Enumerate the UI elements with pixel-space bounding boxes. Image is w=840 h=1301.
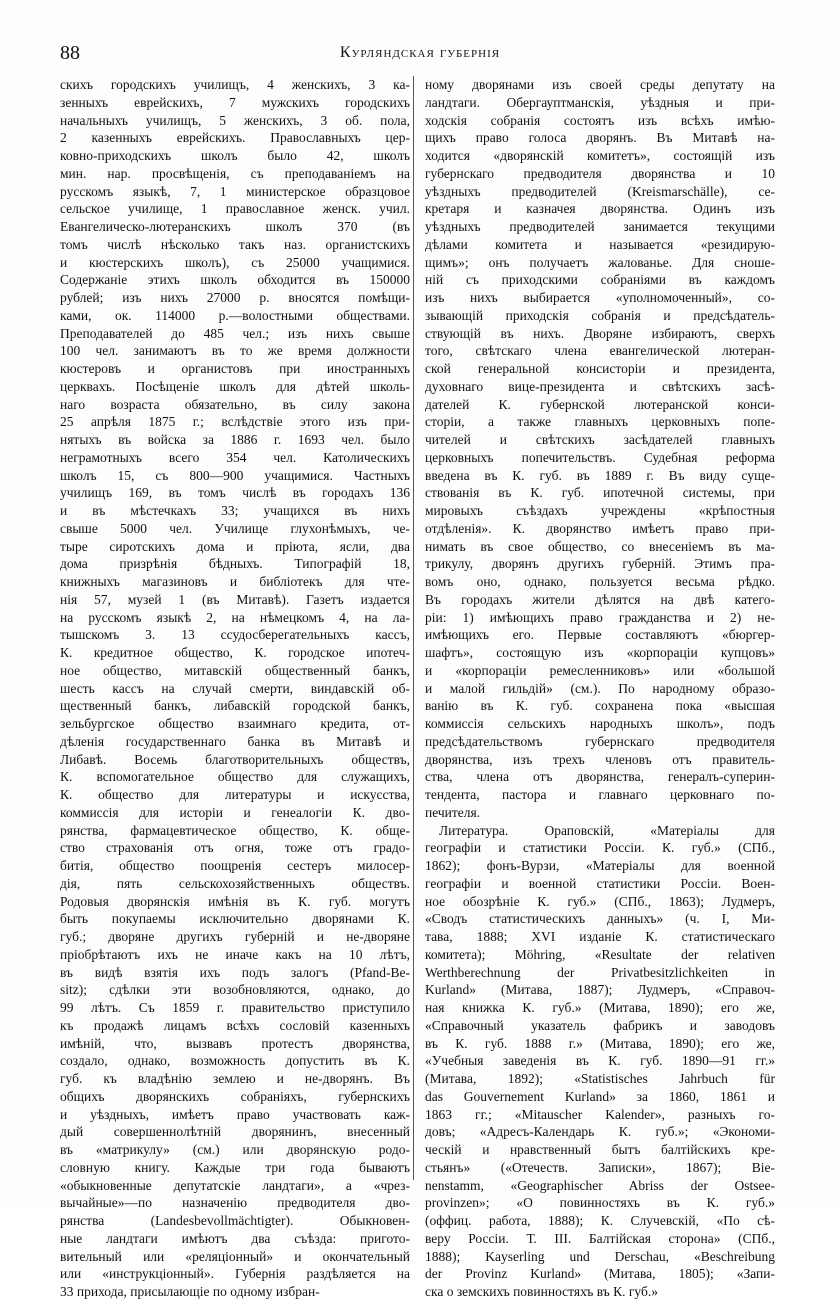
text-line: ходится «дворянскій комитетъ», состоящій изъ	[425, 148, 775, 163]
text-line: ской генеральной консисторіи и президента,	[425, 361, 775, 376]
text-line: церковныхъ попечительствъ. Судебная реформа	[425, 449, 775, 465]
text-line: школъ 15, съ 800—900 учащимися. Частныхъ	[60, 467, 410, 483]
text-line: русскомъ языкѣ, 7, 1 министерское образцовое	[60, 183, 410, 199]
text-line: шесть кассъ на случай смерти, виндавскій об-	[60, 680, 410, 696]
text-line: дѣленія государственнаго банка въ Митавѣ и	[60, 733, 410, 749]
text-line: щественный банкъ, либавскій городской банкъ,	[60, 698, 410, 714]
text-line: изъ нихъ выбирается «уполномоченный», со-	[425, 290, 775, 305]
text-line: въ видѣ взятія ихъ подъ залогъ (Pfand-Be-	[60, 964, 410, 980]
text-line: Въ городахъ жители дѣлятся на двѣ катего-	[425, 591, 775, 607]
text-line: ванію въ К. губ. сохранена пока «высшая	[425, 698, 775, 714]
running-title: Курляндская губернія	[339, 44, 501, 61]
text-line: шафтъ», состоящую изъ «корпораціи купцовъ»	[425, 645, 775, 660]
text-line: неграмотныхъ всего 354 чел. Католическихъ	[60, 449, 410, 465]
text-line: географіи и статистики Россіи. К. губ.» (СПб.,	[425, 840, 775, 856]
text-line: скихъ городскихъ училищъ, 4 женскихъ, 3 ка-	[60, 77, 410, 92]
text-line: ландтаги. Обергауптманскія, уѣздныя и при-	[425, 94, 775, 110]
text-line: вычайные»—по назначенію предводителя дво-	[60, 1195, 410, 1211]
text-line: К. вспомогательное общество для служащихъ,	[60, 769, 410, 785]
text-line: ному дворянами изъ своей среды депутату на	[425, 77, 775, 92]
text-line: provinzen»; «О повинностяхъ въ К. губ.»	[425, 1195, 775, 1211]
text-line: и уѣздныхъ, имѣетъ право участвовать каж-	[60, 1106, 410, 1122]
text-line: ства, члена отъ дворянства, генералъ-суперин-	[425, 769, 775, 785]
text-line: der Provinz Kurland» (Митава, 1805); «Запи-	[425, 1266, 775, 1282]
text-line: зельбургское общество взаимнаго кредита, от-	[60, 716, 410, 731]
text-line: нятыхъ въ войска за 1886 г. 1693 чел. было	[60, 432, 410, 447]
text-line: К. кредитное общество, К. городское ипотеч-	[60, 645, 410, 660]
text-line: рянства, фармацевтическое общество, К. обще-	[60, 822, 410, 838]
text-line: ковно-приходскихъ школъ было 42, школъ	[60, 148, 410, 163]
text-line: введена въ К. губ. въ 1889 г. Въ виду суще-	[425, 467, 775, 483]
text-line: предсѣдательствомъ губернскаго предводителя	[425, 733, 775, 749]
text-line: тава, 1888; XVI изданіе К. статистическаго	[425, 929, 775, 944]
text-line: дворянства, изъ трехъ членовъ отъ правитель-	[425, 751, 775, 767]
text-line: «Справочный указатель фабрикъ и заводовъ	[425, 1017, 775, 1033]
text-line: дія, пять сельскохозяйственныхъ обществъ.	[60, 875, 410, 891]
text-line: училищъ 169, въ томъ числѣ въ городахъ 136	[60, 485, 410, 501]
text-line: томъ числѣ нѣсколько такъ наз. органистскихъ	[60, 236, 410, 252]
text-line: мин. нар. просвѣщенія, съ преподаваніемъ на	[60, 165, 410, 181]
text-line: дома призрѣнія бѣдныхъ. Типографій 18,	[60, 556, 410, 572]
text-line: ска о земскихъ повинностяхъ въ К. губ.»	[425, 1284, 658, 1299]
text-line: Содержаніе этихъ школъ обходится въ 150000	[60, 272, 410, 288]
text-line: дѣлами комитета и называется «резидирую-	[425, 236, 775, 252]
text-line: вительный или «реляціонный» и окончательный	[60, 1248, 410, 1264]
text-line: уѣздныхъ предводителей (Kreismarschälle), се-	[425, 183, 775, 199]
text-line: nenstamm, «Geographischer Abriss der Ostsee-	[425, 1177, 775, 1193]
text-line: въ К. губ. 1888 г.» (Митава, 1890); его же,	[425, 1035, 775, 1051]
text-line: трикулу, дворянъ другихъ губерній. Этимъ пра-	[425, 556, 775, 572]
text-line: наго возраста обязательно, въ силу закона	[60, 396, 410, 412]
text-line: кюстеровъ и органистовъ при иностранныхъ	[60, 361, 410, 376]
text-line: рублей; изъ нихъ 27000 р. вносятся помѣщи-	[60, 290, 410, 305]
text-line: щихъ право голоса дворянъ. Въ Митавѣ на-	[425, 130, 775, 146]
text-line: словную книгу. Каждые три года бываютъ	[60, 1159, 410, 1175]
text-line: коммиссія для исторіи и генеалогіи К. дво-	[60, 804, 410, 820]
text-line: Werthberechnung der Privatbesitzlichkeiten in	[425, 964, 775, 980]
text-line: губ. къ владѣнію землею и не-дворянъ. Въ	[60, 1071, 410, 1086]
text-line: тыре сиротскихъ дома и пріюта, ясли, два	[60, 538, 410, 554]
text-line: общихъ дворянскихъ собраніяхъ, губернскихъ	[60, 1088, 410, 1104]
text-line: къ продажѣ лицамъ всѣхъ сословій казенныхъ	[60, 1017, 410, 1033]
text-line: мировыхъ съѣздахъ учреждены «крѣпостныя	[425, 503, 775, 518]
text-line: веру Россіи. Т. III. Балтійская сторона» (СПб.,	[425, 1230, 775, 1246]
text-line: и «корпораціи ремесленниковъ» или «большой	[425, 662, 775, 678]
text-line: 2 казенныхъ еврейскихъ. Православныхъ цер-	[60, 130, 410, 146]
text-line: щимъ»; онъ получаетъ жалованье. Для сноше-	[425, 254, 775, 270]
text-line: дый совершеннолѣтній дворянинъ, внесенный	[60, 1124, 410, 1140]
text-line: (Митава, 1892); «Statistisches Jahrbuch für	[425, 1071, 775, 1086]
text-line: ствованія въ К. губ. ипотечной системы, при	[425, 485, 775, 501]
text-line: 25 апрѣля 1875 г.; вслѣдствіе этого изъ при-	[60, 414, 410, 430]
text-line: свыше 5000 чел. Училище глухонѣмыхъ, че-	[60, 520, 410, 536]
text-line: и кюстерскихъ школъ), съ 25000 учащимися.	[60, 254, 410, 270]
text-line: нимать въ свое общество, со внесеніемъ въ ма-	[425, 538, 775, 554]
text-line: книжныхъ магазиновъ и библіотекъ для чте-	[60, 574, 410, 589]
text-line: ствующій въ нихъ. Дворяне избираютъ, сверхъ	[425, 325, 775, 341]
text-line: въ «матрикулу» (см.) или дворянскую родо-	[60, 1142, 410, 1157]
text-line: губернскаго предводителя дворянства и 10	[425, 165, 775, 181]
text-line: имѣющихъ его. Первые составляютъ «бюргер-	[425, 627, 775, 643]
text-line: Либавѣ. Восемь благотворительныхъ обществъ,	[60, 751, 410, 767]
text-line: ные ландтаги имѣютъ два съѣзда: пригото-	[60, 1230, 410, 1246]
text-line: быть покупаемы исключительно дворянами К.	[60, 911, 410, 927]
text-line: 99 лѣтъ. Съ 1859 г. правительство приступило	[60, 1000, 410, 1015]
text-line: дателей К. губернской лютеранской конси-	[425, 396, 775, 412]
text-line: Родовыя дворянскія имѣнія въ К. губ. могутъ	[60, 893, 410, 909]
text-line: коммиссія сельскихъ народныхъ школъ», подъ	[425, 716, 775, 731]
text-line: начальныхъ училищъ, 5 женскихъ, 3 об. пола,	[60, 112, 410, 128]
text-line: 1862); фонъ-Вурзи, «Матеріалы для военной	[425, 858, 775, 873]
text-line: сторіи, а также главныхъ церковныхъ попе-	[425, 414, 775, 430]
text-line: пріобрѣтаютъ ихъ не иначе какъ на 10 лѣтъ,	[60, 946, 410, 962]
text-line: зенныхъ еврейскихъ, 7 мужскихъ городскихъ	[60, 94, 410, 110]
text-line: сельское училище, 1 православное женск. учил.	[60, 201, 410, 217]
text-line: довъ; «Адресъ-Календарь К. губ.»; «Экономи-	[425, 1124, 775, 1140]
text-line: sitz); сдѣлки эти возобновляются, однако, до	[60, 982, 410, 998]
text-line: нія 57, музей 1 (въ Митавѣ). Газетъ издается	[60, 591, 410, 607]
text-line: на русскомъ языкѣ 2, на нѣмецкомъ 4, на ла-	[60, 609, 410, 625]
text-line: чителей и свѣтскихъ засѣдателей главныхъ	[425, 432, 775, 447]
text-line: уѣздныхъ предводителей занимается текущими	[425, 219, 775, 234]
text-line: и малой гильдій» (см.). По народному образо-	[425, 680, 775, 696]
left-text-column	[60, 76, 410, 1301]
column-divider	[413, 76, 414, 1180]
text-line: ное общество, митавскій общественный банкъ,	[60, 662, 410, 678]
text-line: 1863 гг.; «Mitauscher Kalender», разныхъ го-	[425, 1106, 775, 1122]
text-line: тышскомъ 3. 13 ссудосберегательныхъ кассъ,	[60, 627, 410, 643]
text-line: имѣній, что, вызвавъ протестъ дворянства,	[60, 1035, 410, 1051]
text-line: «Учебныя заведенія въ К. губ. 1890—91 гг.»	[425, 1053, 775, 1069]
text-line: ріи: 1) имѣющихъ право гражданства и 2) не-	[425, 609, 775, 625]
text-line: стьянъ» («Отечеств. Записки», 1867); Bie-	[425, 1159, 775, 1175]
text-line: ное обозрѣніе К. губ.» (СПб., 1863); Лудмеръ,	[425, 893, 775, 909]
text-line: церквахъ. Посѣщеніе школъ для дѣтей школь-	[60, 378, 410, 394]
text-line: тендента, пастора и главнаго церковнаго по-	[425, 787, 775, 802]
text-line: духовнаго вице-президента и свѣтскихъ засѣ-	[425, 378, 775, 394]
text-line: «Сводъ статистическихъ данныхъ» (ч. I, Ми-	[425, 911, 775, 927]
text-line: битія, общество поощренія сестеръ милосер-	[60, 858, 410, 873]
text-line: комитета); Möhring, «Resultate der relativen	[425, 946, 775, 962]
text-line: 1888); Kayserling und Derschau, «Beschreibung	[425, 1248, 775, 1264]
text-line: ная книжка К. губ.» (Митава, 1890); его же,	[425, 1000, 775, 1015]
text-line: ческій и нравственный бытъ балтійскихъ кре-	[425, 1142, 775, 1157]
text-line: губ.; дворяне другихъ губерній и не-дворяне	[60, 929, 410, 944]
text-line: Kurland» (Митава, 1887); Лудмеръ, «Справоч-	[425, 982, 775, 998]
text-line: географіи и военной статистики Россіи. Воен-	[425, 875, 775, 891]
text-line: ній съ приходскими собраніями въ каждомъ	[425, 272, 775, 288]
text-line: рянства (Landesbevollmächtigter). Обыкновен-	[60, 1213, 410, 1228]
page-header	[60, 40, 780, 70]
text-line: зывающій приходскія собранія и предсѣдатель-	[425, 307, 775, 323]
text-line: Евангелическо-лютеранскихъ школъ 370 (въ	[60, 219, 410, 234]
text-line: 100 чел. занимаютъ въ то же время должности	[60, 343, 410, 359]
text-line: отдѣленія». К. дворянство имѣетъ право при-	[425, 520, 775, 536]
text-line: (оффиц. работа, 1888); К. Случевскій, «По сѣ-	[425, 1213, 775, 1228]
text-line: Литература. Ораповскій, «Матеріалы для	[439, 822, 775, 838]
text-line: ками, ок. 114000 р.—волостными обществами.	[60, 307, 410, 323]
text-line: К. общество для литературы и искусства,	[60, 787, 410, 802]
text-line: «обыкновенные депутатскіе ландтаги», а «чрез-	[60, 1177, 410, 1193]
text-line: Преподавателей до 485 чел.; изъ нихъ свыше	[60, 325, 410, 341]
text-line: das Gouvernement Kurland» за 1860, 1861 и	[425, 1088, 775, 1104]
text-line: того, свѣтскаго члена евангелической лютеран-	[425, 343, 775, 359]
text-line: вомъ оно, однако, пользуется весьма рѣдко.	[425, 574, 775, 589]
text-line: ходскія собранія состоятъ изъ всѣхъ имѣю-	[425, 112, 775, 128]
text-line: кретаря и казначея дворянства. Одинъ изъ	[425, 201, 775, 217]
right-text-column	[425, 76, 775, 1301]
page-number: 88	[60, 42, 80, 64]
text-line: создало, однако, возможность допустить въ К.	[60, 1053, 410, 1069]
text-line: и въ мѣстечкахъ 33; учащихся въ нихъ	[60, 503, 410, 518]
text-line: или «инструкціонный». Губернія раздѣляется на	[60, 1266, 410, 1282]
text-line: печителя.	[425, 804, 481, 820]
text-line: 33 прихода, присылающіе по одному избран-	[60, 1284, 320, 1299]
text-line: ство страхованія отъ огня, тоже отъ градо-	[60, 840, 410, 856]
